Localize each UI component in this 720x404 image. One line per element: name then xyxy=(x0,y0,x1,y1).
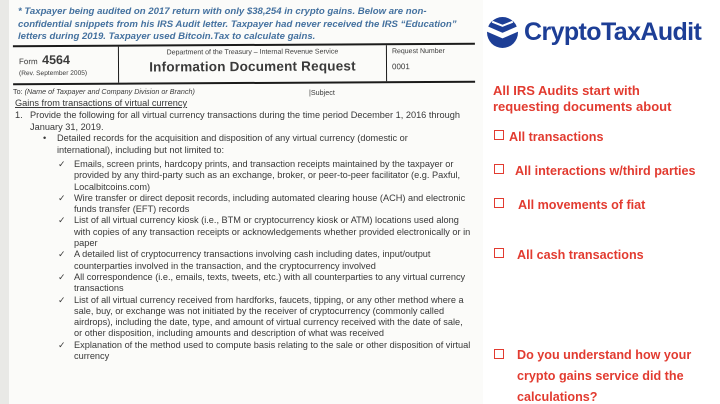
checklist-item xyxy=(58,272,477,295)
to-description: (Name of Taxpayer and Company Division or Branch) xyxy=(24,87,195,96)
brand-name: CryptoTaxAudit xyxy=(524,18,702,46)
check-icon: ✓ xyxy=(58,271,66,282)
form-number-cell xyxy=(13,47,119,84)
checkbox-icon xyxy=(494,198,504,208)
check-icon: ✓ xyxy=(58,215,66,226)
to-label xyxy=(13,87,195,96)
to-row xyxy=(13,87,475,96)
to-word: To: xyxy=(13,87,23,96)
annotation-item-text: All cash transactions xyxy=(517,248,644,262)
checklist-item-text: Explanation of the method used to compute basis relating to the sale or other disposition of virtual currency xyxy=(74,339,471,362)
check-icon: ✓ xyxy=(58,339,66,350)
annotation-item xyxy=(494,196,645,214)
section-heading: Gains from transactions of virtual currency xyxy=(15,98,188,108)
checkbox-icon xyxy=(494,349,504,359)
bullet-item xyxy=(43,133,477,156)
checklist-item-text: A detailed list of cryptocurrency transactions involving cash including dates, input/output counterparties involved in the transaction, and the cryptocurrency involved xyxy=(74,249,431,271)
audit-note: * Taxpayer being audited on 2017 return with only $38,254 in crypto gains. Below are non-confidential snippets from his IRS Audit letter. Taxpayer had never received the IRS “Education” letters during 2019. Taxpayer used Bitcoin.Tax to calculate gains. xyxy=(18,6,457,43)
form-title: Information Document Request xyxy=(149,58,356,75)
checkbox-icon xyxy=(494,164,504,174)
checklist-item xyxy=(58,340,477,363)
form-number: 4564 xyxy=(42,52,70,68)
annotation-item xyxy=(494,162,696,180)
annotation-item xyxy=(494,246,644,264)
checklist xyxy=(58,159,477,362)
annotation-item-text: All interactions w/third parties xyxy=(515,164,696,178)
department-line: Department of the Treasury – Internal Revenue Service xyxy=(166,48,339,57)
checklist-item-text: Wire transfer or direct deposit records, including automated clearing house (ACH) and electronic funds transfer (EFT) records xyxy=(74,192,466,215)
checklist-item xyxy=(58,215,477,249)
form-title-cell xyxy=(119,45,387,82)
checklist-item-text: Emails, screen prints, hardcopy prints, and transaction receipts maintained by the taxpayer or provided by any third-party such as an exchange, broker, or peer-to-peer facilitator (e.g. Paxful, Localbitcoins.com) xyxy=(74,158,461,192)
checklist-item-text: List of all virtual currency received from hardforks, faucets, tipping, or any other method where a sale, buy, or exchange was not initiated by the receiver of cryptocurrency (commonly called airdrops), including the date, type, and amount of virtual currency received with the date of sale, or other disposition, including amounts and description of what was received xyxy=(74,294,464,339)
checklist-item xyxy=(58,249,477,272)
scanned-irs-document xyxy=(9,0,483,404)
request-number-value: 0001 xyxy=(391,62,410,72)
shield-icon xyxy=(486,16,519,49)
annotation-item-text: All movements of fiat xyxy=(518,198,646,212)
item-number: 1. xyxy=(15,110,23,121)
bullet-icon: • xyxy=(43,133,47,144)
check-icon: ✓ xyxy=(58,158,66,169)
annotation-item xyxy=(494,128,603,146)
annotation-intro: All IRS Audits start with requesting documents about xyxy=(493,83,672,114)
check-icon: ✓ xyxy=(58,294,66,305)
request-item xyxy=(15,110,477,133)
checklist-item-text: All correspondence (i.e., emails, texts, tweets, etc.) with all counterparties to any virtual currency transactions xyxy=(74,271,466,294)
item-text: Provide the following for all virtual currency transactions during the time period December 1, 2016 through January 31, 2019. xyxy=(30,110,460,132)
request-number-label: Request Number xyxy=(391,47,445,56)
annotation-item xyxy=(494,345,695,404)
scan-page-edge xyxy=(0,0,9,404)
document-body xyxy=(15,98,477,362)
checklist-item-text: List of all virtual currency kiosk (i.e., BTM or cryptocurrency kiosk or ATM) locations used along with copies of any transaction receipts or acknowledgements whether provided electronically or in paper xyxy=(74,215,471,249)
check-icon: ✓ xyxy=(58,249,66,260)
subject-label: |Subject xyxy=(309,88,335,97)
form-word: Form xyxy=(18,57,38,67)
checklist-item xyxy=(58,159,477,193)
annotation-item-text: All transactions xyxy=(509,130,604,144)
checkbox-icon xyxy=(494,248,504,258)
form-header xyxy=(13,43,475,85)
checklist-item xyxy=(58,193,477,216)
brand-logo xyxy=(486,16,701,49)
annotation-item-text: Do you understand how your crypto gains service did the calculations? xyxy=(517,348,692,404)
checkbox-icon xyxy=(494,130,504,140)
bullet-text: Detailed records for the acquisition and disposition of any virtual currency (domestic or international), including but not limited to: xyxy=(57,133,408,155)
checklist-item xyxy=(58,295,477,340)
request-number-cell xyxy=(387,45,475,81)
form-revision: (Rev. September 2005) xyxy=(19,69,88,78)
check-icon: ✓ xyxy=(58,192,66,203)
